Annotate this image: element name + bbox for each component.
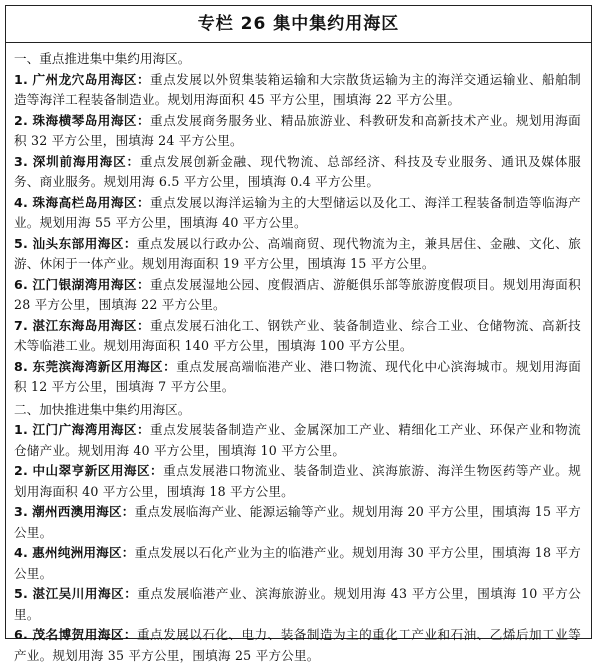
item-number: 5. <box>14 236 28 251</box>
item-number: 2. <box>14 113 28 128</box>
column-box <box>5 5 592 639</box>
item-number: 1. <box>14 72 28 87</box>
item-number: 3. <box>14 154 28 169</box>
item-name: 东莞滨海湾新区用海区： <box>32 359 176 374</box>
section-key-promotion <box>14 49 581 398</box>
item-description: 重点发展以海洋运输为主的大型储运以及化工、海洋工程装备制造等临海产业。规划用海 55 平方公里，围填海 40 平方公里。 <box>14 195 581 231</box>
item-description: 重点发展以外贸集装箱运输和大宗散货运输为主的海洋交通运输业、船舶制造等海洋工程装备制造业。规划用海面积 45 平方公里，围填海 22 平方公里。 <box>14 72 581 108</box>
item-name: 广州龙穴岛用海区： <box>32 72 150 87</box>
item-description: 重点发展以石化产业为主的临港产业。规划用海 30 平方公里，围填海 18 平方公里。 <box>14 545 581 581</box>
item-description: 重点发展临港产业、滨海旅游业。规划用海 43 平方公里，围填海 10 平方公里。 <box>14 586 581 622</box>
item-number: 1. <box>14 422 28 437</box>
item-number: 6. <box>14 627 28 642</box>
list-item <box>14 625 581 666</box>
section-heading: 一、重点推进集中集约用海区。 <box>14 49 581 70</box>
item-name: 江门广海湾用海区： <box>32 422 150 437</box>
list-item <box>14 111 581 152</box>
item-description: 重点发展临海产业、能源运输等产业。规划用海 20 平方公里，围填海 15 平方公里。 <box>14 504 581 540</box>
list-item <box>14 461 581 502</box>
list-item <box>14 275 581 316</box>
item-number: 5. <box>14 586 28 601</box>
item-number: 2. <box>14 463 28 478</box>
list-item <box>14 193 581 234</box>
item-description: 重点发展装备制造产业、金属深加工产业、精细化工产业、环保产业和物流仓储产业。规划用海 40 平方公里，围填海 10 平方公里。 <box>14 422 581 458</box>
list-item <box>14 357 581 398</box>
list-item <box>14 70 581 111</box>
item-name: 汕头东部用海区： <box>32 236 137 251</box>
section-accelerated-promotion <box>14 400 581 666</box>
item-number: 4. <box>14 545 28 560</box>
item-description: 重点发展商务服务业、精品旅游业、科教研发和高新技术产业。规划用海面积 32 平方公里，围填海 24 平方公里。 <box>14 113 581 149</box>
list-item <box>14 152 581 193</box>
item-description: 重点发展港口物流业、装备制造业、滨海旅游、海洋生物医药等产业。规划用海面积 40 平方公里，围填海 18 平方公里。 <box>14 463 581 499</box>
box-content <box>6 43 591 666</box>
box-title: 专栏 26 集中集约用海区 <box>6 6 591 43</box>
item-name: 湛江吴川用海区： <box>32 586 137 601</box>
item-name: 潮州西澳用海区： <box>32 504 134 519</box>
item-number: 6. <box>14 277 28 292</box>
item-name: 深圳前海用海区： <box>33 154 140 169</box>
item-description: 重点发展创新金融、现代物流、总部经济、科技及专业服务、通讯及媒体服务、商业服务。规划用海 6.5 平方公里，围填海 0.4 平方公里。 <box>14 154 581 190</box>
list-item <box>14 584 581 625</box>
item-name: 惠州纯洲用海区： <box>32 545 134 560</box>
item-number: 4. <box>14 195 28 210</box>
item-description: 重点发展以行政办公、高端商贸、现代物流为主，兼具居住、金融、文化、旅游、休闲于一体产业。规划用海面积 19 平方公里，围填海 15 平方公里。 <box>14 236 581 272</box>
list-item <box>14 316 581 357</box>
list-item <box>14 502 581 543</box>
item-name: 茂名博贺用海区： <box>32 627 137 642</box>
item-name: 湛江东海岛用海区： <box>32 318 150 333</box>
item-description: 重点发展以石化、电力、装备制造为主的重化工产业和石油、乙烯后加工业等产业。规划用海 35 平方公里，围填海 25 平方公里。 <box>14 627 581 663</box>
item-description: 重点发展高端临港产业、港口物流、现代化中心滨海城市。规划用海面积 12 平方公里，围填海 7 平方公里。 <box>14 359 581 395</box>
item-number: 3. <box>14 504 28 519</box>
item-name: 珠海横琴岛用海区： <box>32 113 150 128</box>
list-item <box>14 543 581 584</box>
list-item <box>14 420 581 461</box>
item-name: 珠海高栏岛用海区： <box>32 195 150 210</box>
item-name: 江门银湖湾用海区： <box>32 277 150 292</box>
item-description: 重点发展石油化工、钢铁产业、装备制造业、综合工业、仓储物流、高新技术等临港工业。规划用海面积 140 平方公里，围填海 100 平方公里。 <box>14 318 581 354</box>
item-number: 7. <box>14 318 28 333</box>
list-item <box>14 234 581 275</box>
item-number: 8. <box>14 359 28 374</box>
item-name: 中山翠亨新区用海区： <box>32 463 163 478</box>
item-description: 重点发展湿地公园、度假酒店、游艇俱乐部等旅游度假项目。规划用海面积 28 平方公里，围填海 22 平方公里。 <box>14 277 581 313</box>
section-heading: 二、加快推进集中集约用海区。 <box>14 400 581 421</box>
